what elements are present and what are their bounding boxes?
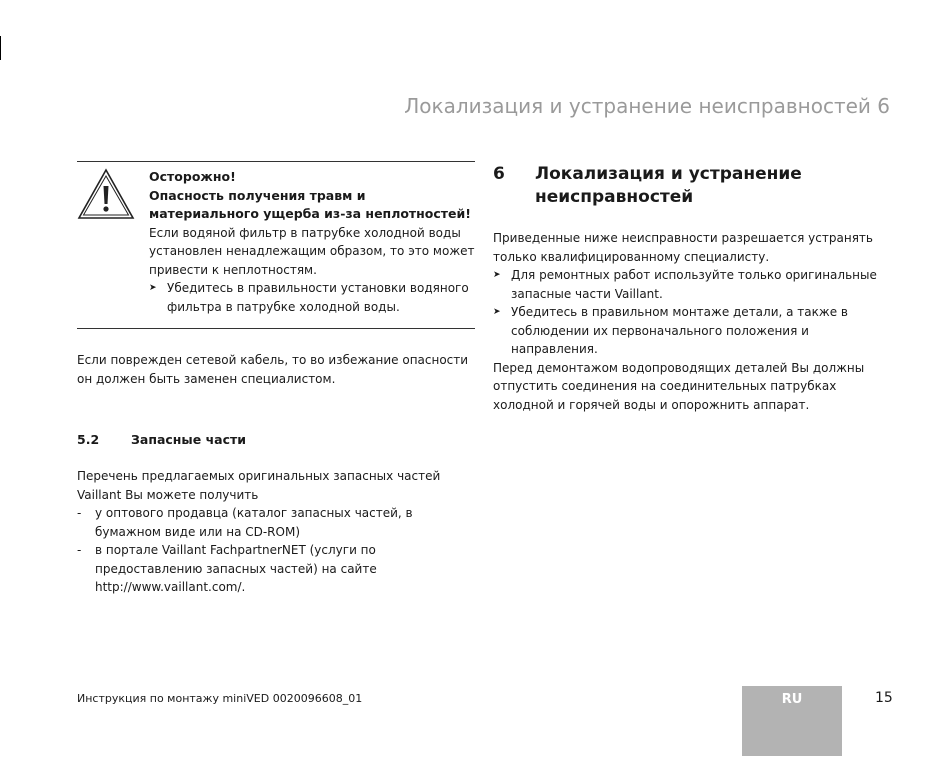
list-item-text: Для ремонтных работ используйте только оригинальные запасные части Vaillant. — [511, 268, 877, 301]
warning-content — [149, 168, 475, 316]
warning-triangle-icon — [77, 168, 135, 220]
left-column — [77, 161, 475, 597]
dash-bullet: - — [77, 506, 82, 520]
arrow-bullet-icon: ➤ — [149, 283, 157, 293]
chapter-closing: Перед демонтажом водопроводящих деталей Вы должны отпустить соединения на соединительных патрубках холодной и горячей воды и опорожнить аппарат. — [493, 360, 865, 412]
section-number: 5.2 — [77, 432, 100, 447]
list-item-text: Убедитесь в правильном монтаже детали, а также в соблюдении их первоначального положения и направления. — [511, 305, 848, 356]
warning-body: Если водяной фильтр в патрубке холодной воды установлен ненадлежащим образом, то это может привести к неплотностям. — [149, 225, 475, 277]
warning-instruction — [149, 279, 475, 316]
warning-box — [77, 161, 475, 329]
list-item — [77, 504, 475, 541]
list-item-text: в портале Vaillant FachpartnerNET (услуги по предоставлению запасных частей) на сайте http://www.vaillant.com/. — [95, 543, 377, 594]
running-header: Локализация и устранение неисправностей 6 — [404, 94, 890, 118]
dash-bullet: - — [77, 543, 82, 557]
crop-mark — [0, 36, 1, 60]
arrow-bullet-icon: ➤ — [493, 270, 501, 280]
warning-instruction-text: Убедитесь в правильности установки водяного фильтра в патрубке холодной воды. — [167, 281, 469, 314]
page-number: 15 — [875, 690, 893, 706]
warning-signal-word: Осторожно! — [149, 169, 236, 184]
list-item-text: у оптового продавца (каталог запасных частей, в бумажном виде или на CD-ROM) — [95, 506, 413, 539]
language-tab: RU — [742, 686, 842, 756]
arrow-bullet-icon: ➤ — [493, 307, 501, 317]
warning-hazard: Опасность получения травм и материального ущерба из-за неплотностей! — [149, 187, 471, 221]
chapter-intro: Приведенные ниже неисправности разрешается устранять только квалифицированному специалисту. — [493, 231, 873, 264]
list-item — [493, 303, 891, 359]
chapter-title: Локализация и устранение неисправностей — [535, 164, 802, 207]
section-title: Запасные части — [131, 432, 246, 447]
right-column — [493, 161, 891, 414]
section-heading — [77, 432, 475, 447]
cable-note: Если поврежден сетевой кабель, то во избежание опасности он должен быть заменен специалистом. — [77, 353, 469, 386]
spare-parts-intro: Перечень предлагаемых оригинальных запасных частей Vaillant Вы можете получить — [77, 469, 441, 502]
footer-doc-info: Инструкция по монтажу miniVED 0020096608_01 — [77, 692, 363, 705]
chapter-heading — [493, 163, 891, 209]
chapter-number: 6 — [493, 164, 505, 184]
list-item — [493, 266, 891, 303]
list-item — [77, 541, 475, 597]
